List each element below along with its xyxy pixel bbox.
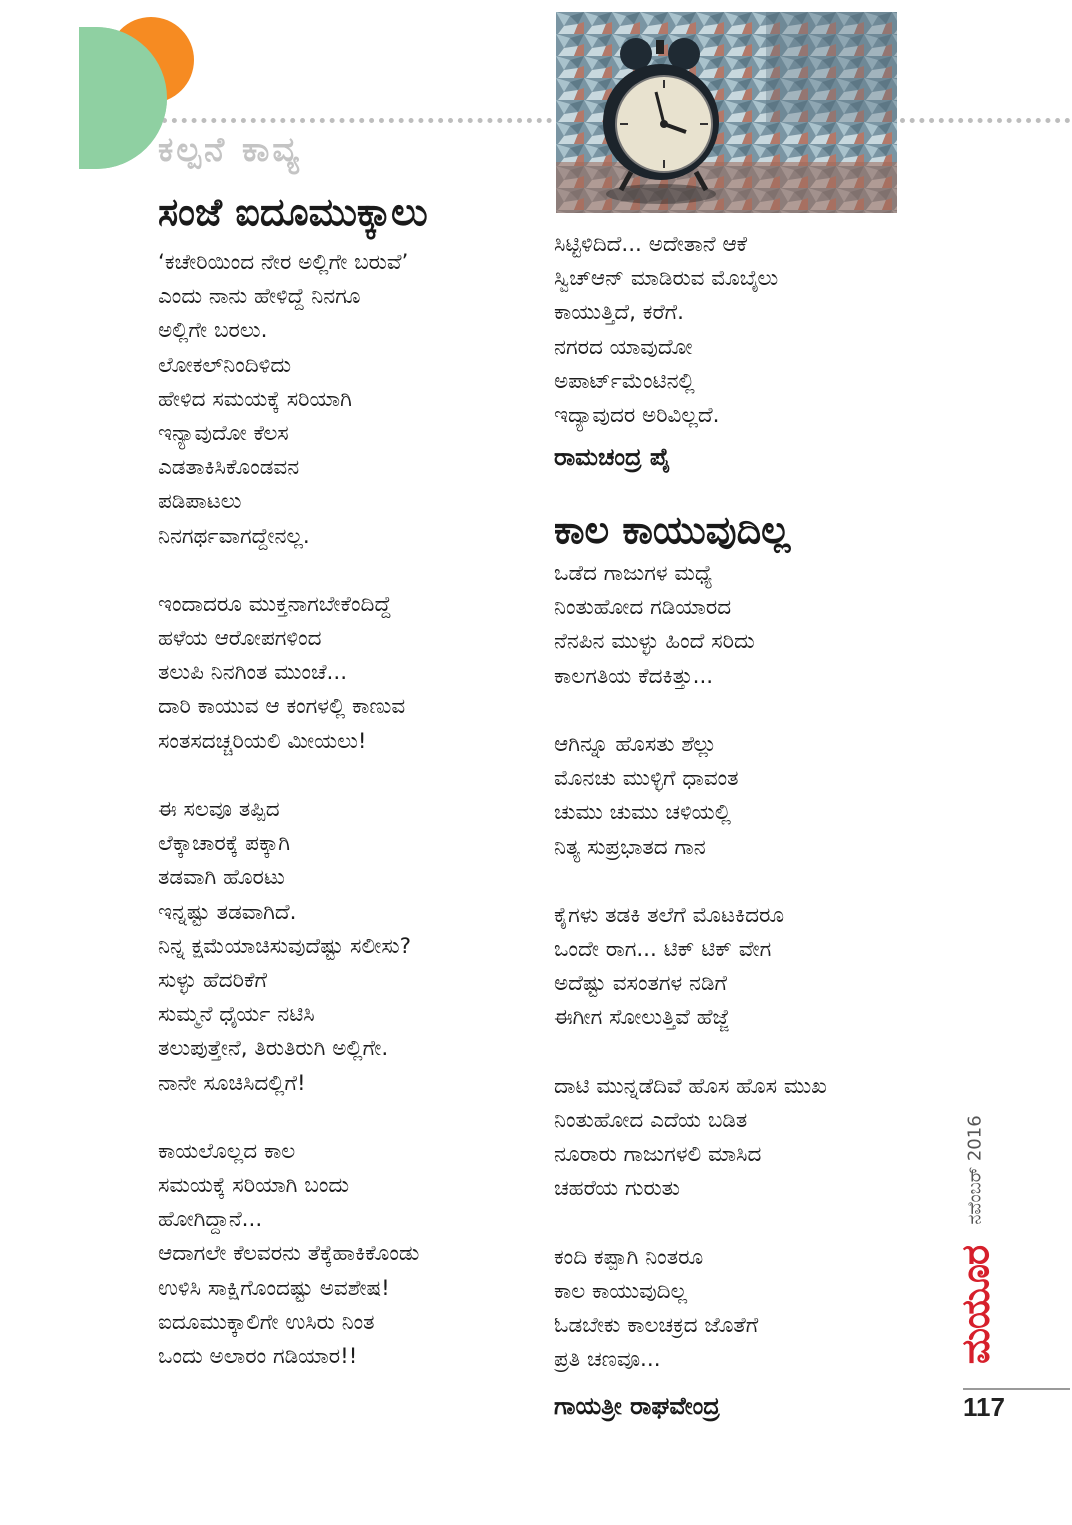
poem-line: ಚಹರೆಯ ಗುರುತು (554, 1176, 680, 1202)
poem-line: ನೂರಾರು ಗಾಜುಗಳಲಿ ಮಾಸಿದ (554, 1142, 762, 1168)
poem-line: ಅಲ್ಲಿಗೇ ಬರಲು. (158, 318, 268, 344)
poem-line: ಕಾಲ ಕಾಯುವುದಿಲ್ಲ (554, 1278, 688, 1304)
poem-line: ಲೆಕ್ಕಾಚಾರಕ್ಕೆ ಪಕ್ಕಾಗಿ (158, 831, 291, 857)
poem-line: ಕಂದಿ ಕಪ್ಪಾಗಿ ನಿಂತರೂ (554, 1244, 704, 1270)
poem1-title: ಸಂಜೆ ಐದೂಮುಕ್ಕಾಲು (158, 190, 428, 234)
poem-line: ಕಾಯುತ್ತಿದೆ, ಕರೆಗೆ. (554, 300, 685, 326)
poem-line: ನಿತ್ಯ ಸುಪ್ರಭಾತದ ಗಾನ (554, 834, 706, 860)
stanza-break (554, 865, 827, 899)
poem-line: ಪ್ರತಿ ಚಣವೂ... (554, 1347, 661, 1373)
poem-line: ಕಾಯಲೊಲ್ಲದ ಕಾಲ (158, 1138, 296, 1164)
alarm-clock-illustration (556, 12, 897, 213)
poem-line: ಇದ್ಯಾವುದರ ಅರಿವಿಲ್ಲದೆ. (554, 402, 720, 428)
poem-line: ಎಂದು ನಾನು ಹೇಳಿದ್ದೆ ನಿನಗೂ (158, 284, 361, 310)
dotted-divider-left (162, 118, 552, 123)
poem2-lines (554, 557, 827, 1378)
poem-line: ಇಂದಾದರೂ ಮುಕ್ತನಾಗಬೇಕೆಂದಿದ್ದೆ (158, 591, 392, 617)
stanza-break (158, 759, 419, 793)
alarm-clock-photo (556, 12, 897, 213)
poem-line: ತಲುಪುತ್ತೇನೆ, ತಿರುತಿರುಗಿ ಅಲ್ಲಿಗೇ. (158, 1036, 389, 1062)
poem-line: ಚುಮು ಚುಮು ಚಳಿಯಲ್ಲಿ (554, 800, 731, 826)
issue-date (935, 1100, 1015, 1240)
poem1-lines (158, 246, 419, 1374)
poem-line: ಈಗೀಗ ಸೋಲುತ್ತಿವೆ ಹೆಜ್ಜೆ (554, 1005, 730, 1031)
poem-line: ನಿನ್ನ ಕ್ಷಮೆಯಾಚಿಸುವುದೆಷ್ಟು ಸಲೀಸು? (158, 933, 412, 959)
stanza-break (554, 694, 827, 728)
poem-line: ನಾನೇ ಸೂಚಿಸಿದಲ್ಲಿಗೆ! (158, 1070, 306, 1096)
poem-line: ಸಂತಸದಚ್ಚರಿಯಲಿ ಮೀಯಲು! (158, 728, 367, 754)
poem-line: ಐದೂಮುಕ್ಕಾಲಿಗೇ ಉಸಿರು ನಿಂತ (158, 1309, 375, 1335)
poem-line: ದಾರಿ ಕಾಯುವ ಆ ಕಂಗಳಲ್ಲಿ ಕಾಣುವ (158, 694, 406, 720)
magazine-logo (944, 1240, 1008, 1370)
poem2-author: ಗಾಯತ್ರೀ ರಾಘವೇಂದ್ರ (554, 1392, 720, 1420)
poem-line: ತಡವಾಗಿ ಹೊರಟು (158, 865, 285, 891)
poem-line: ಹೋಗಿದ್ದಾನೆ... (158, 1207, 263, 1233)
poem-line: ನಿಂತುಹೋದ ಎದೆಯ ಬಡಿತ (554, 1108, 748, 1133)
poem-line: ಇನ್ನಷ್ಟು ತಡವಾಗಿದೆ. (158, 899, 297, 925)
poem-line: ಅದೆಷ್ಟು ವಸಂತಗಳ ನಡಿಗೆ (554, 971, 728, 997)
poem1-author: ರಾಮಚಂದ್ರ ಪೈ (554, 443, 671, 471)
issue-date-text: ನವೆಂಬರ್ 2016 (964, 1115, 986, 1225)
poem-line: ಹಳೆಯ ಆರೋಪಗಳಿಂದ (158, 626, 322, 652)
poem-line: ಒಂದು ಅಲಾರಂ ಗಡಿಯಾರ!! (158, 1344, 358, 1369)
poem-line: ದಾಟಿ ಮುನ್ನಡೆದಿವೆ ಹೊಸ ಹೊಸ ಮುಖ (554, 1073, 827, 1099)
poem-line: ಪಡಿಪಾಟಲು (158, 489, 242, 515)
page-number-rule (963, 1388, 1070, 1390)
stanza-break (554, 1207, 827, 1241)
poem-line: ಸುಮ್ಮನೆ ಧೈರ್ಯ ನಟಿಸಿ (158, 1002, 315, 1028)
poem-line: ನೆನಪಿನ ಮುಳ್ಳು ಹಿಂದೆ ಸರಿದು (554, 629, 755, 655)
poem2-title: ಕಾಲ ಕಾಯುವುದಿಲ್ಲ (554, 508, 791, 552)
section-label: ಕಲ್ಪನೆ ಕಾವ್ಯ (158, 130, 302, 170)
stanza-break (554, 1036, 827, 1070)
poem-line: ತಲುಪಿ ನಿನಗಿಂತ ಮುಂಚೆ... (158, 660, 348, 686)
page-number: 117 (963, 1392, 1005, 1422)
poem-line: ಸುಳ್ಳು ಹೆದರಿಕೆಗೆ (158, 967, 267, 993)
poem-line: ಎಡತಾಕಿಸಿಕೊಂಡವನ (158, 455, 300, 481)
poem-line: ಈ ಸಲವೂ ತಪ್ಪಿದ (158, 797, 280, 822)
poem-line: ಇನ್ಯಾವುದೋ ಕೆಲಸ (158, 420, 289, 446)
poem-line: ಹೇಳಿದ ಸಮಯಕ್ಕೆ ಸರಿಯಾಗಿ (158, 386, 352, 412)
poem-line: ಮೊನಚು ಮುಳ್ಳಿಗೆ ಧಾವಂತ (554, 766, 739, 792)
poem-line: ‘ಕಚೇರಿಯಿಂದ ನೇರ ಅಲ್ಲಿಗೇ ಬರುವೆ’ (158, 250, 409, 275)
poem-line: ಅಪಾರ್ಟ್‌ಮೆಂಟಿನಲ್ಲಿ (554, 368, 695, 394)
poem-line: ಲೋಕಲ್‌ನಿಂದಿಳಿದು (158, 352, 292, 378)
poem-line: ಕಾಲಗತಿಯ ಕೆದಕಿತ್ತು... (554, 663, 714, 689)
stanza-break (158, 1101, 419, 1135)
dotted-divider-right (900, 118, 1070, 123)
poem-line: ನಗರದ ಯಾವುದೋ (554, 334, 693, 360)
poem-line: ನಿಂತುಹೋದ ಗಡಿಯಾರದ (554, 595, 732, 621)
magazine-logo-text: ಮಯೂರ (953, 1245, 998, 1365)
poem-line: ಆದಾಗಲೇ ಕೆಲವರನು ತೆಕ್ಕೆಹಾಕಿಕೊಂಡು (158, 1241, 420, 1267)
poem-line: ಕೈಗಳು ತಡಕಿ ತಲೆಗೆ ಮೊಟಕಿದರೂ (554, 902, 785, 928)
poem-line: ನಿನಗರ್ಥವಾಗದ್ದೇನಲ್ಲ. (158, 523, 310, 549)
poem-line: ಸಿಟ್ಟಿಳಿದಿದೆ... ಅದೇತಾನೆ ಆಕೆ (554, 232, 748, 257)
poem-line: ಉಳಿಸಿ ಸಾಕ್ಷಿಗೊಂದಷ್ಟು ಅವಶೇಷ! (158, 1275, 390, 1301)
poem-line: ಸಮಯಕ್ಕೆ ಸರಿಯಾಗಿ ಬಂದು (158, 1173, 350, 1199)
poem-line: ಒಂದೇ ರಾಗ... ಟಿಕ್ ಟಿಕ್ ವೇಗ (554, 937, 772, 963)
poem-line: ಸ್ವಿಚ್‌ಆನ್ ಮಾಡಿರುವ ಮೊಬೈಲು (554, 266, 779, 292)
poem-line: ಆಗಿನ್ನೂ ಹೊಸತು ಶೆಲ್ಲು (554, 731, 717, 757)
poem-line: ಒಡೆದ ಗಾಜುಗಳ ಮಧ್ಯೆ (554, 561, 713, 586)
poem-line: ಓಡಬೇಕು ಕಾಲಚಕ್ರದ ಜೊತೆಗೆ (554, 1313, 759, 1339)
stanza-break (158, 554, 419, 588)
poem1-continuation (554, 228, 778, 433)
